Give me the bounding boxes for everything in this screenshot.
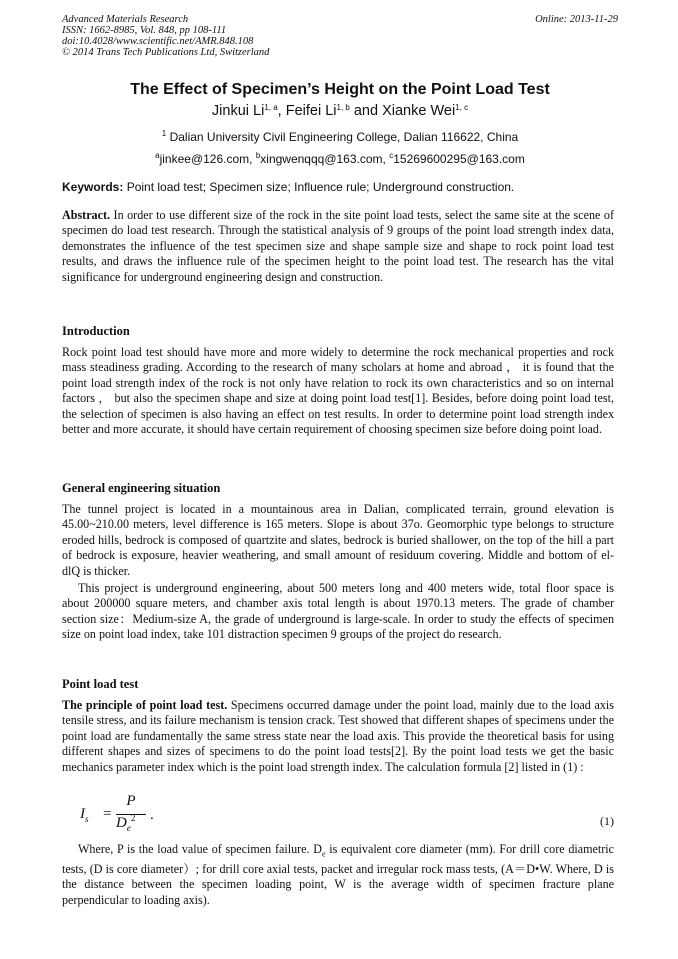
- formula-lhs-sub: s: [85, 814, 89, 824]
- formula-den-sub: e: [126, 823, 131, 833]
- where-text-1: Where, P is the load value of specimen failure. D: [78, 842, 322, 856]
- author-name: Xianke Wei: [382, 103, 456, 119]
- email-text: 15269600295@163.com: [393, 152, 525, 166]
- heading-point-load-test: Point load test: [62, 677, 139, 691]
- formula-equals: =: [103, 806, 112, 822]
- formula-lhs-symbol: I: [80, 806, 85, 822]
- keywords-text: Point load test; Specimen size; Influence rule; Underground construction.: [123, 180, 515, 194]
- where-paragraph: [62, 842, 614, 908]
- principle-label: The principle of point load test.: [62, 698, 228, 712]
- doi-line: doi:10.4028/www.scientific.net/AMR.848.108: [62, 36, 254, 47]
- formula-point-load-index: [80, 793, 200, 835]
- affiliation-text: Dalian University Civil Engineering College, Dalian 116622, China: [166, 130, 519, 144]
- abstract: [62, 208, 614, 285]
- author-separator: and: [349, 103, 383, 119]
- author-separator: ,: [277, 103, 286, 119]
- principle-text: Specimens occurred damage under the point load, mainly due to the load axis tensile stress, and its failure mechanism is tension crack. Test showed that different shapes of specimens under the point load are fundamentally the same stress state near the load axis. This provide the theoretical basis for using different shapes and sizes of specimens to do the point load tests[2]. By the point load tests we get the basic mechanics parameter index which is the point load strength index. The calculation formula [2] listed in (1) :: [62, 698, 615, 774]
- equation-number: (1): [600, 814, 614, 828]
- email-sup: a: [155, 151, 160, 160]
- email-sup: c: [389, 151, 394, 160]
- affiliation: [62, 130, 618, 145]
- general-engineering-text-1: The tunnel project is located in a mountainous area in Dalian, complicated terrain, ground elevation is 45.00~210.00 meters, level difference is 165 meters. Slope is about 37o. Geomorphic type belongs to structure eroded hills, bedrock is composed of quartzite and slates, bedrock is buried shallower, on the top of the hill a part of bedrock is exposure, heavier weathering, and small amount of residuum covering. Middle and bottom of el-dlQ is thicker.: [62, 502, 614, 578]
- journal-name: Advanced Materials Research: [62, 14, 189, 25]
- author-emails: [62, 152, 618, 167]
- formula-lhs: [80, 806, 89, 824]
- keywords: [62, 180, 618, 195]
- introduction-text: Rock point load test should have more and more widely to determine the rock mechanical properties and rock mass steadiness grading. According to the research of many scholars at home and abroad ， it is found that the point load strength index of the rock is not only have relation to rock its own characteristics and so on internal factors ， but also the specimen shape and size at doing point load test[1]. Besides, before doing point load test, the selection of specimen is also having an effect on test results. In order to determine point load strength index better and more accurate, it should have certain requirement of choosing specimen size before doing point load.: [62, 345, 614, 437]
- author-sup: 1, b: [336, 103, 350, 112]
- formula-numerator: P: [126, 793, 136, 809]
- where-sub: e: [322, 849, 326, 859]
- abstract-label: Abstract.: [62, 208, 111, 222]
- author-name: Feifei Li: [285, 103, 337, 119]
- author-sup: 1, c: [455, 103, 469, 112]
- email-sup: b: [255, 151, 261, 160]
- keywords-label: Keywords:: [62, 180, 124, 194]
- formula-period: .: [150, 807, 154, 823]
- journal-header: [62, 14, 618, 58]
- copyright-line: © 2014 Trans Tech Publications Ltd, Switzerland: [62, 47, 270, 58]
- affiliation-sup: 1: [161, 129, 167, 138]
- general-engineering-text-2: [62, 581, 614, 643]
- heading-introduction: Introduction: [62, 324, 130, 338]
- formula-den-symbol: D: [116, 815, 127, 831]
- formula-denominator: [116, 815, 135, 833]
- online-date: Online: 2013-11-29: [535, 14, 618, 25]
- general-engineering-text-2-body: This project is underground engineering, about 500 meters long and 400 meters wide, total floor space is about 200000 square meters, and chamber axis total length is about 1970.13 meters. The grade of chamber section size：Medium-size A, the grade of underground is large-scale. In order to study the effects of specimen size on point load index, take 101 distraction specimen 9 groups of the project do research.: [62, 581, 614, 642]
- email-text: jinkee@126.com,: [159, 152, 256, 166]
- abstract-text: In order to use different size of the rock in the site point load tests, select the same site at the scene of specimen do load test research. Through the statistical analysis of 9 groups of the point load strength index data, demonstrates the influence of the test specimen size and shape sample size and shape to rock point load test results, and draws the influence rule of the specimen height to the point load test. The research has the vital significance for underground engineering design and construction.: [62, 208, 614, 284]
- author-list: [62, 102, 618, 120]
- issn-line: ISSN: 1662-8985, Vol. 848, pp 108-111: [62, 25, 227, 36]
- author-name: Jinkui Li: [211, 103, 265, 119]
- author-sup: 1, a: [264, 103, 278, 112]
- where-text-2: is equivalent core diameter (mm). For drill core diametric tests, (D is core diameter）; for drill core axial tests, packet and irregular rock mass tests, (A＝D•W. Where, D is the distance between the specimen loading point, W is the average width of specimen fracture plane perpendicular to loading axis).: [62, 842, 614, 907]
- formula-den-sup: 2: [130, 813, 136, 823]
- heading-general-engineering: General engineering situation: [62, 481, 221, 495]
- principle-paragraph: [62, 698, 614, 775]
- email-text: xingwenqqq@163.com,: [260, 152, 390, 166]
- paper-title: The Effect of Specimen’s Height on the Point Load Test: [130, 81, 550, 98]
